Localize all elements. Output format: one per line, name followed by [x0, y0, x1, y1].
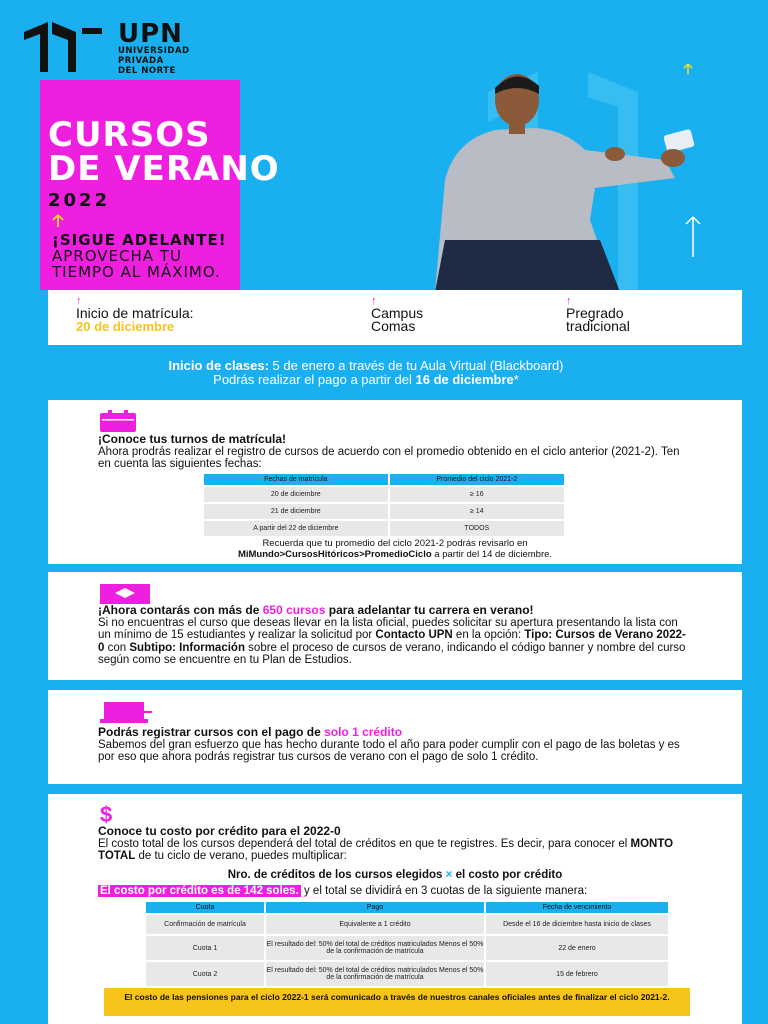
turnos-title: ¡Conoce tus turnos de matrícula!	[98, 432, 287, 446]
credito-highlight: solo 1 crédito	[324, 725, 403, 739]
brand-logo-text	[118, 19, 190, 76]
turnos-note-post: a partir del 14 de diciembre.	[431, 549, 553, 560]
table-row	[204, 521, 564, 536]
hero-title-line-1: CURSOS	[48, 115, 211, 155]
program-line-2: tradicional	[566, 318, 630, 334]
hero-title	[48, 115, 280, 211]
hero-year: 2022	[48, 190, 111, 211]
credito-body	[98, 726, 692, 764]
costo-text-pre: El costo total de los cursos dependerá del total de créditos en que te registres. Es decir, para conocer el	[98, 837, 631, 850]
table-cell: ≥ 14	[390, 504, 564, 519]
turnos-text: Ahora prodrás realizar el registro de cursos de acuerdo con el promedio obtenido en el ciclo anterior (2021-2). Ten en cuenta las siguientes fechas:	[98, 445, 680, 470]
costo-formula	[98, 869, 692, 882]
brand-line-3: DEL NORTE	[118, 66, 176, 76]
classes-label: Inicio de clases:	[168, 358, 269, 373]
cursos-contact: Contacto UPN	[375, 629, 453, 641]
credito-title-pre: Podrás registrar cursos con el pago de	[98, 725, 325, 739]
payment-text: Podrás realizar el pago a partir del	[213, 372, 416, 387]
section-costo	[48, 794, 742, 1024]
tagline-bold: ¡SIGUE ADELANTE!	[52, 231, 227, 249]
turnos-note-path: MiMundo>CursosHitóricos>PromedioCiclo	[237, 549, 432, 560]
info-strip	[48, 290, 742, 345]
table-cell: ≥ 16	[390, 487, 564, 502]
section-turnos	[48, 400, 742, 564]
formula-part-a: Nro. de créditos de los cursos elegidos	[227, 868, 443, 881]
turnos-header-fecha: Fechas de matrícula	[204, 474, 388, 485]
section-cursos	[48, 572, 742, 680]
cursos-text-2: en la opción:	[452, 629, 525, 641]
campus-line-2: Comas	[371, 318, 416, 334]
table-cell: 21 de diciembre	[204, 504, 388, 519]
graduation-cap-icon	[100, 584, 150, 604]
table-cell: Cuota 2	[146, 962, 264, 986]
costo-body	[98, 825, 692, 898]
costo-text-post: de tu ciclo de verano, puedes multiplicar:	[135, 850, 347, 862]
payment-asterisk: *	[513, 372, 519, 387]
cursos-text-3: con	[104, 641, 130, 654]
campus-info	[371, 296, 423, 333]
section-credito	[48, 690, 742, 784]
table-row	[146, 915, 668, 934]
table-row	[146, 936, 668, 960]
pink-up-arrow-icon: ↑	[76, 295, 82, 307]
brand-line-1: UNIVERSIDAD	[118, 46, 190, 56]
table-cell: A partir del 22 de diciembre	[204, 521, 388, 536]
table-cell: El resultado del: 50% del total de créditos matriculados Menos el 50% de la confirmación de matrícula	[266, 936, 484, 960]
table-cell: El resultado del: 50% del total de créditos matriculados Menos el 50% de la confirmación de matrícula	[266, 962, 484, 986]
costo-monto-total: MONTO TOTAL	[98, 837, 674, 862]
cursos-body	[98, 604, 692, 667]
table-cell: Equivalente a 1 crédito	[266, 915, 484, 934]
classes-text: 5 de enero a través de tu Aula Virtual (Blackboard)	[268, 358, 564, 373]
table-cell: Confirmación de matrícula	[146, 915, 264, 934]
costo-header-fecha: Fecha de vencimiento	[486, 902, 668, 913]
table-cell: Desde el 16 de diciembre hasta inicio de clases	[486, 915, 668, 934]
costo-header-cuota: Cuota	[146, 902, 264, 913]
hero-title-line-2: DE VERANO	[48, 149, 280, 189]
costo-table	[144, 900, 670, 988]
program-info	[566, 296, 630, 333]
costo-text	[98, 838, 692, 863]
pink-up-arrow-icon: ↑	[371, 295, 377, 307]
brand-line-2: PRIVADA	[118, 56, 164, 66]
classes-start-banner	[40, 345, 692, 400]
upn-logo-icon	[24, 22, 106, 72]
enrollment-start	[76, 296, 194, 333]
table-cell: 15 de febrero	[486, 962, 668, 986]
cursos-text-4: sobre el proceso de cursos de verano, indicando el código banner y nombre del curso según como se encuentre en tu Plan de Estudios.	[98, 641, 686, 666]
cursos-title-pre: ¡Ahora contarás con más de	[98, 603, 263, 617]
turnos-header-promedio: Promedio del ciclo 2021-2	[390, 474, 564, 485]
campus-line-1: Campus	[371, 305, 424, 321]
pink-up-arrow-icon: ↑	[566, 295, 572, 307]
table-row	[204, 504, 564, 519]
cursos-text-1: Si no encuentras el curso que deseas llevar en la lista oficial, puedes solicitar su apertura presentando la lista con un mínimo de 15 estudiantes y realizar la solicitud por	[98, 616, 678, 641]
costo-title: Conoce tu costo por crédito para el 2022-0	[98, 824, 341, 838]
cursos-text	[98, 617, 692, 667]
table-row	[146, 962, 668, 986]
cost-highlight: El costo por crédito es de 142 soles.	[100, 885, 299, 897]
turnos-note	[98, 538, 692, 560]
credito-title	[98, 726, 692, 739]
turnos-table	[202, 472, 566, 538]
calendar-icon	[100, 410, 136, 432]
table-cell: TODOS	[390, 521, 564, 536]
table-cell: Cuota 1	[146, 936, 264, 960]
laptop-icon	[100, 702, 152, 724]
enrollment-date: 20 de diciembre	[76, 319, 175, 334]
cursos-title-post: para adelantar tu carrera en verano!	[325, 603, 534, 617]
formula-part-b: el costo por crédito	[455, 868, 563, 881]
tagline-line-3: TIEMPO AL MÁXIMO.	[52, 263, 221, 281]
multiply-icon: ×	[445, 868, 453, 881]
cost-post-text: y el total se dividirá en 3 cuotas de la siguiente manera:	[300, 885, 588, 897]
brand-name: UPN	[118, 19, 183, 49]
cursos-tipo: Tipo: Cursos de Verano 2022-0	[98, 629, 686, 654]
enrollment-label: Inicio de matrícula:	[76, 305, 194, 321]
student-photo-icon	[425, 70, 705, 292]
credito-text: Sabemos del gran esfuerzo que has hecho durante todo el año para poder cumplir con el pago de las boletas y es por eso que ahora podrás registrar tus cursos de verano con el pago de solo 1 crédito.	[98, 738, 680, 763]
dollar-icon: $	[100, 802, 113, 827]
costo-header-pago: Pago	[266, 902, 484, 913]
program-line-1: Pregrado	[566, 305, 624, 321]
turnos-body	[98, 433, 692, 471]
table-row	[204, 487, 564, 502]
costo-line	[98, 885, 692, 898]
table-cell: 22 de enero	[486, 936, 668, 960]
cursos-subtipo: Subtipo: Información	[129, 641, 245, 654]
payment-date: 16 de diciembre	[415, 372, 514, 387]
cursos-title	[98, 604, 692, 617]
cursos-count: 650 cursos	[262, 603, 326, 617]
turnos-note-line-1: Recuerda que tu promedio del ciclo 2021-2 podrás revisarlo en	[262, 538, 528, 549]
table-cell: 20 de diciembre	[204, 487, 388, 502]
hero-tagline	[52, 232, 227, 280]
footer-notice: El costo de las pensiones para el ciclo 2022-1 será comunicado a través de nuestros canales oficiales antes de finalizar el ciclo 2021-2.	[104, 988, 690, 1016]
tagline-line-2: APROVECHA TU	[52, 247, 182, 265]
